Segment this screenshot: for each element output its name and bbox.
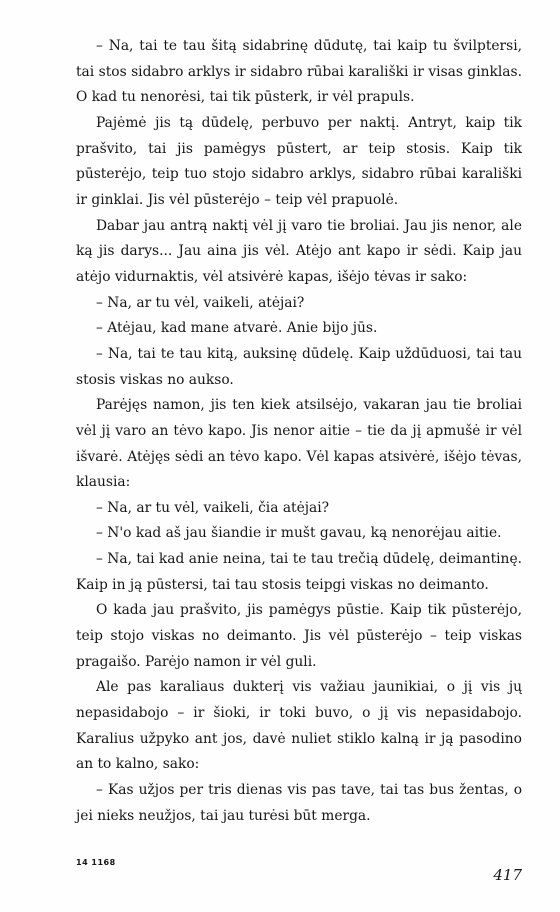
paragraph: – Kas užjos per tris dienas vis pas tave, tai tas bus žentas, o jei nieks neužjos, tai jau turėsi būt merga. [76, 782, 522, 824]
paragraph: Dabar jau antrą naktį vėl jį varo tie broliai. Jau jis nenor, ale ką jis darys... Jau aina jis vėl. Atėjo ant kapo ir sėdi. Kaip jau atėjo vidurnaktis, vėl atsivėrė kapas, išėjo tėvas ir sako: [76, 217, 522, 285]
paragraph: Pajėmė jis tą dūdelę, perbuvo per naktį. Antryt, kaip tik prašvito, tai jis pamėgys pūstert, ar teip stosis. Kaip tik pūsterėjo, teip tuo stojo sidabro arklys, sidabro rūbai karališki ir ginklai. Jis vėl pūsterėjo – teip vėl prapuolė. [76, 114, 522, 208]
printer-signature-mark: 14 1168 [76, 858, 116, 867]
page-body-text [76, 34, 522, 829]
paragraph: – N'o kad aš jau šiandie ir mušt gavau, ką nenorėjau aitie. [96, 525, 502, 542]
paragraph: – Na, tai te tau kitą, auksinę dūdelę. Kaip uždūduosi, tai tau stosis viskas no aukso. [76, 345, 522, 388]
paragraph: – Na, tai kad anie neina, tai te tau trečią dūdelę, deimantinę. Kaip in ją pūstersi, tai tau stosis teipgi viskas no deimanto. [76, 551, 522, 593]
paragraph: – Na, ar tu vėl, vaikeli, čia atėjai? [96, 499, 330, 516]
paragraph: O kada jau prašvito, jis pamėgys pūstie. Kaip tik pūsterėjo, teip stojo viskas no deimanto. Jis vėl pūsterėjo – teip viskas pragaišo. Parėjo namon ir vėl guli. [76, 602, 522, 670]
paragraph: Ale pas karaliaus dukterį vis važiau jaunikiai, o jį vis jų nepasidabojo – ir šioki, ir toki buvo, o jį vis nepasidabojo. Karalius užpyko ant jos, davė nuliet stiklo kalną ir ją pasodino an to kalno, sako: [76, 679, 522, 773]
paragraph: – Na, tai te tau šitą sidabrinę dūdutę, tai kaip tu švilptersi, tai stos sidabro arklys ir sidabro rūbai karališki ir visas ginklas. O kad tu nenorėsi, tai tik pūsterk, ir vėl prapuls. [76, 38, 522, 106]
paragraph: – Atėjau, kad mane atvarė. Anie bijo jūs. [96, 320, 378, 337]
page-number: 417 [493, 866, 522, 884]
paragraph: Parėjęs namon, jis ten kiek atsilsėjo, vakaran jau tie broliai vėl jį varo an tėvo kapo. Jis nenor aitie – tie da jį apmušė ir vėl išvarė. Atėjęs sėdi an tėvo kapo. Vėl kapas atsivėrė, išėjo tėvas, klausia: [76, 397, 522, 491]
paragraph: – Na, ar tu vėl, vaikeli, atėjai? [96, 294, 305, 311]
